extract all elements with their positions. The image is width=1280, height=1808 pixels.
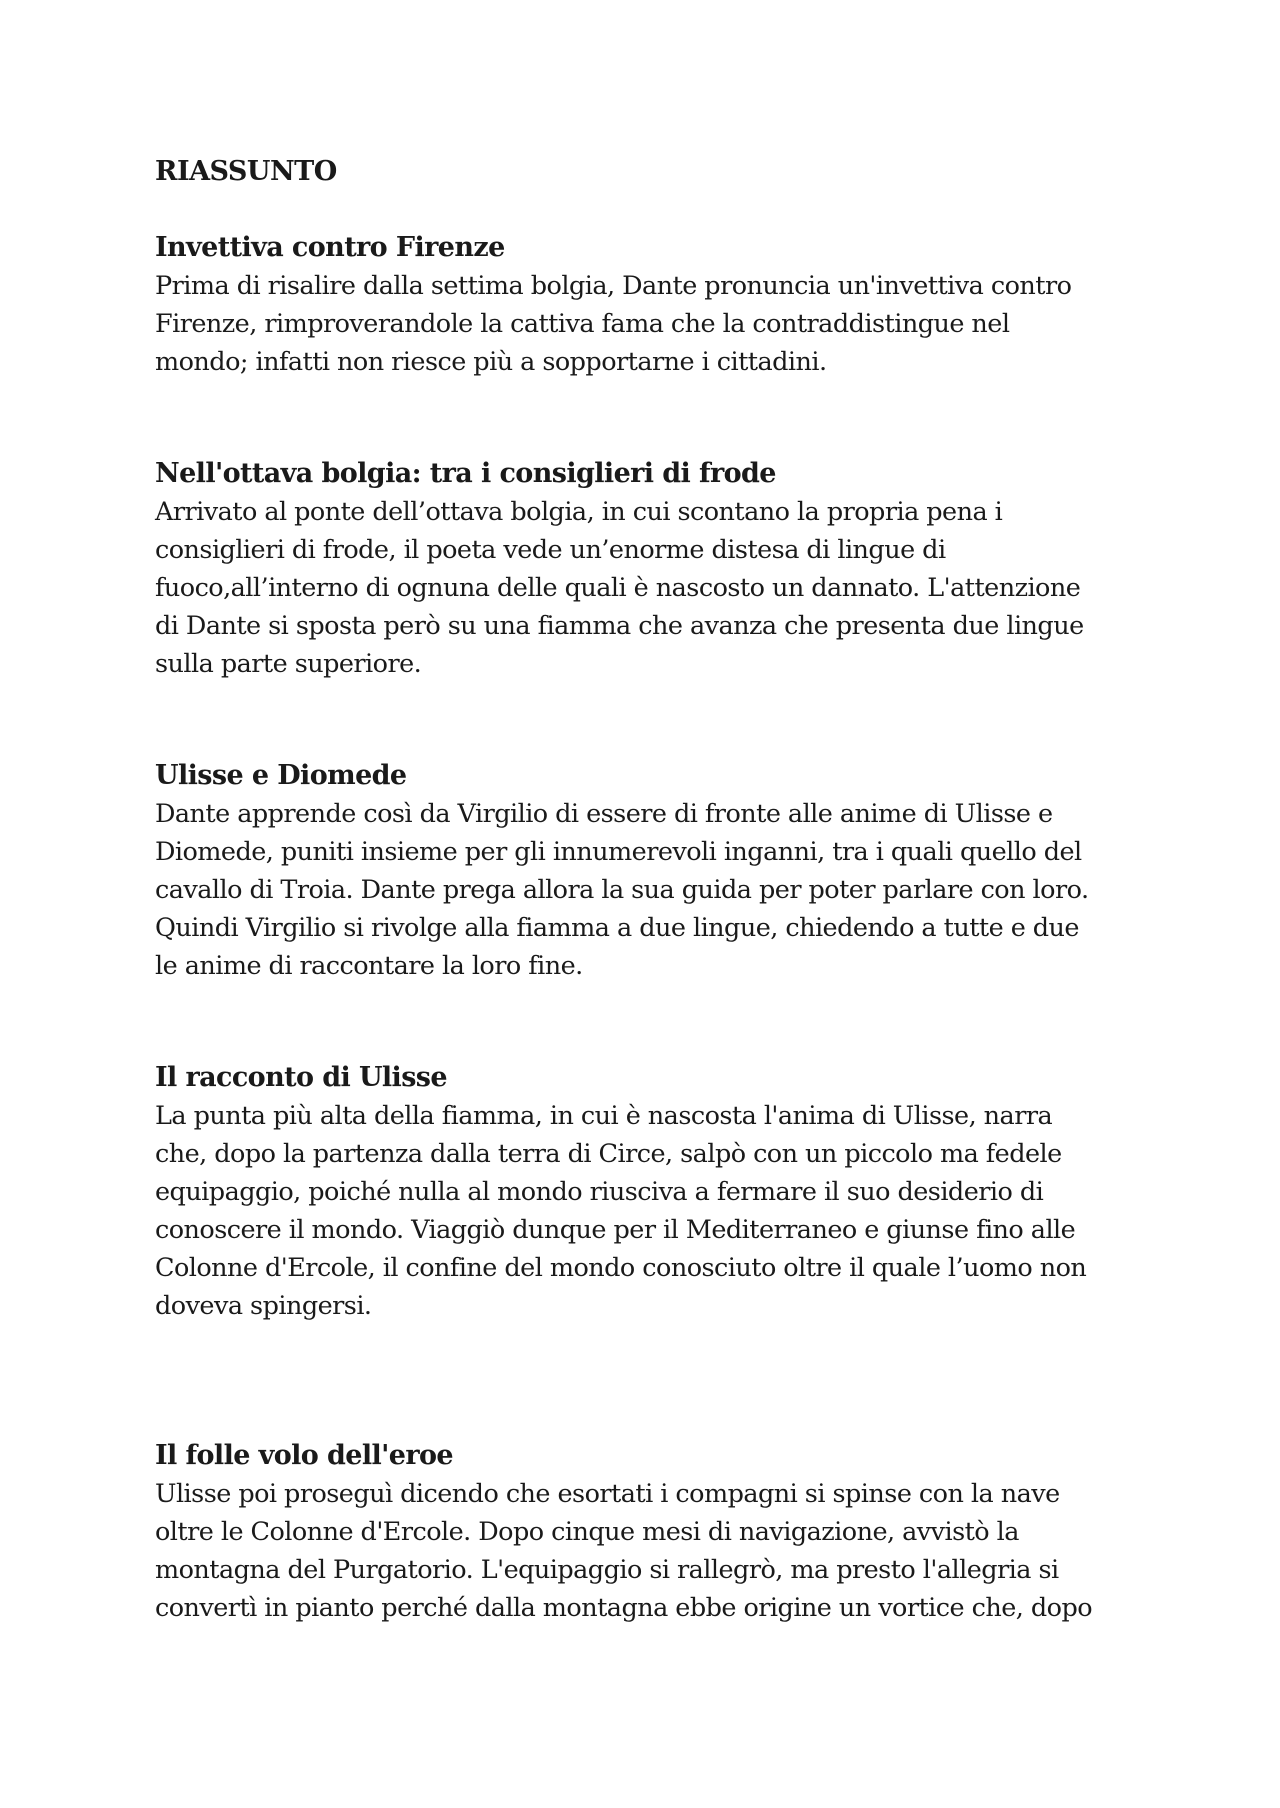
paragraph-line: cavallo di Troia. Dante prega allora la sua guida per poter parlare con loro. [155,875,1089,905]
paragraph-line: consiglieri di frode, il poeta vede un’enorme distesa di lingue di [155,535,946,565]
section-ulisse-e-diomede [155,757,1155,985]
section-heading: Il racconto di Ulisse [155,1062,447,1093]
paragraph-line: doveva spingersi. [155,1291,372,1321]
paragraph-line: mondo; infatti non riesce più a sopportarne i cittadini. [155,347,827,377]
section-racconto-di-ulisse [155,1059,1155,1325]
paragraph-line: le anime di raccontare la loro fine. [155,951,583,981]
paragraph-line: conoscere il mondo. Viaggiò dunque per il Mediterraneo e giunse fino alle [155,1215,1076,1245]
section-heading: Nell'ottava bolgia: tra i consiglieri di frode [155,458,776,489]
paragraph-line: Quindi Virgilio si rivolge alla fiamma a due lingue, chiedendo a tutte e due [155,913,1079,943]
section-heading: Invettiva contro Firenze [155,232,505,263]
paragraph-line: che, dopo la partenza dalla terra di Circe, salpò con un piccolo ma fedele [155,1139,1062,1169]
paragraph-line: oltre le Colonne d'Ercole. Dopo cinque mesi di navigazione, avvistò la [155,1517,1019,1547]
paragraph-line: Ulisse poi proseguì dicendo che esortati i compagni si spinse con la nave [155,1479,1060,1509]
paragraph-line: di Dante si sposta però su una fiamma che avanza che presenta due lingue [155,611,1084,641]
paragraph-line: La punta più alta della fiamma, in cui è nascosta l'anima di Ulisse, narra [155,1101,1053,1131]
section-heading: Il folle volo dell'eroe [155,1440,453,1471]
section-ottava-bolgia [155,455,1155,683]
paragraph-line: Diomede, puniti insieme per gli innumerevoli inganni, tra i quali quello del [155,837,1082,867]
paragraph-line: equipaggio, poiché nulla al mondo riusciva a fermare il suo desiderio di [155,1177,1044,1207]
paragraph-line: convertì in pianto perché dalla montagna ebbe origine un vortice che, dopo [155,1593,1093,1623]
paragraph-line: Arrivato al ponte dell’ottava bolgia, in cui scontano la propria pena i [155,497,1003,527]
paragraph-line: Colonne d'Ercole, il confine del mondo conosciuto oltre il quale l’uomo non [155,1253,1087,1283]
section-invettiva-contro-firenze [155,229,1155,381]
section-folle-volo-dell-eroe [155,1437,1155,1627]
paragraph-line: fuoco,all’interno di ognuna delle quali è nascosto un dannato. L'attenzione [155,573,1081,603]
paragraph-line: sulla parte superiore. [155,649,422,679]
paragraph-line: Firenze, rimproverandole la cattiva fama che la contraddistingue nel [155,309,1010,339]
document-title: RIASSUNTO [155,156,337,187]
paragraph-line: Dante apprende così da Virgilio di essere di fronte alle anime di Ulisse e [155,799,1053,829]
paragraph-line: montagna del Purgatorio. L'equipaggio si rallegrò, ma presto l'allegria si [155,1555,1059,1585]
section-heading: Ulisse e Diomede [155,760,407,791]
paragraph-line: Prima di risalire dalla settima bolgia, Dante pronuncia un'invettiva contro [155,271,1072,301]
